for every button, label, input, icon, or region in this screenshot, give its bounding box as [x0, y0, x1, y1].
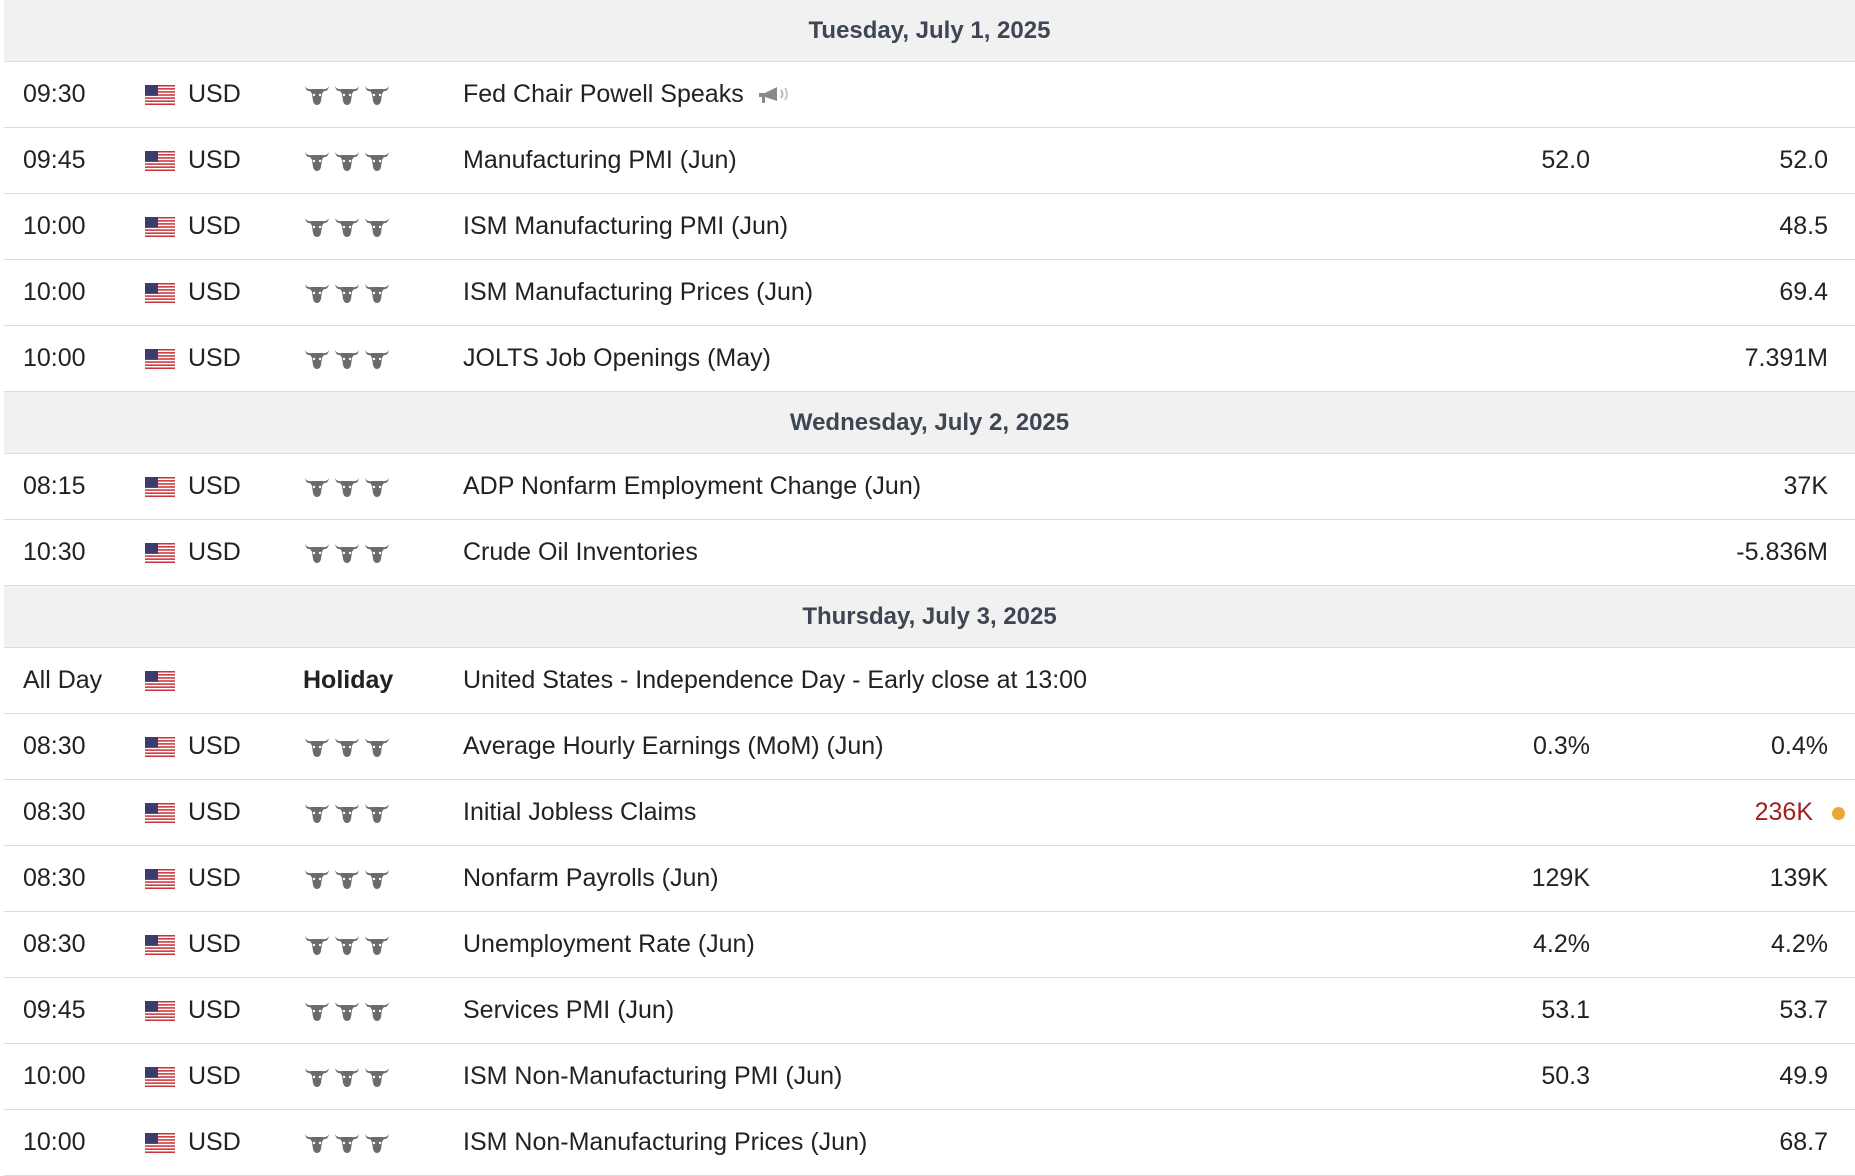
event-row[interactable] [4, 326, 1855, 392]
event-row[interactable] [4, 260, 1855, 326]
bull-icon [303, 933, 331, 957]
flag-cell [145, 1110, 175, 1175]
flag-cell [145, 260, 175, 325]
us-flag-icon [145, 1001, 175, 1021]
event-actual: 37K [1783, 472, 1828, 500]
event-currency: USD [188, 538, 241, 566]
bull-icon [363, 83, 391, 107]
us-flag-icon [145, 737, 175, 757]
bull-icon [333, 83, 361, 107]
event-previous: 53.1 [1541, 996, 1590, 1024]
event-actual: 4.2% [1771, 930, 1828, 958]
us-flag-icon [145, 543, 175, 563]
event-row[interactable] [4, 194, 1855, 260]
event-name[interactable]: Manufacturing PMI (Jun) [463, 146, 737, 174]
event-name-cell [463, 1044, 842, 1109]
status-dot-icon [1832, 807, 1845, 820]
us-flag-icon [145, 869, 175, 889]
event-name-cell [463, 912, 755, 977]
event-actual: 7.391M [1744, 344, 1828, 372]
event-name[interactable]: ADP Nonfarm Employment Change (Jun) [463, 472, 922, 500]
event-name-cell [463, 326, 771, 391]
event-row[interactable] [4, 648, 1855, 714]
us-flag-icon [145, 217, 175, 237]
event-time: 09:45 [23, 996, 86, 1024]
event-currency: USD [188, 996, 241, 1024]
bull-icon [303, 1065, 331, 1089]
event-actual: 0.4% [1771, 732, 1828, 760]
event-time: 08:30 [23, 864, 86, 892]
flag-cell [145, 780, 175, 845]
flag-cell [145, 978, 175, 1043]
day-header [4, 0, 1855, 62]
importance-indicator [303, 520, 391, 585]
event-currency: USD [188, 212, 241, 240]
event-row[interactable] [4, 846, 1855, 912]
us-flag-icon [145, 283, 175, 303]
economic-calendar [4, 0, 1855, 1176]
event-row[interactable] [4, 912, 1855, 978]
event-previous: 52.0 [1541, 146, 1590, 174]
importance-indicator [303, 326, 391, 391]
importance-label: Holiday [303, 666, 394, 694]
event-name-cell [463, 978, 674, 1043]
flag-cell [145, 128, 175, 193]
event-actual: 139K [1769, 864, 1828, 892]
event-name-cell [463, 780, 696, 845]
importance-indicator [303, 194, 391, 259]
importance-indicator [303, 714, 391, 779]
event-time: 10:00 [23, 344, 86, 372]
flag-cell [145, 846, 175, 911]
bull-icon [303, 735, 331, 759]
event-actual: -5.836M [1736, 538, 1828, 566]
bull-icon [333, 541, 361, 565]
day-date: Thursday, July 3, 2025 [802, 602, 1057, 630]
importance-indicator [303, 846, 391, 911]
event-name[interactable]: Services PMI (Jun) [463, 996, 675, 1024]
event-time: 10:30 [23, 538, 86, 566]
event-actual: 236K [1754, 798, 1813, 826]
event-row[interactable] [4, 780, 1855, 846]
event-row[interactable] [4, 1110, 1855, 1176]
event-name[interactable]: JOLTS Job Openings (May) [463, 344, 771, 372]
bull-icon [363, 867, 391, 891]
day-header [4, 586, 1855, 648]
bull-icon [363, 215, 391, 239]
bull-icon [363, 1131, 391, 1155]
event-actual: 68.7 [1779, 1128, 1828, 1156]
event-name-cell [463, 128, 737, 193]
flag-cell [145, 714, 175, 779]
bull-icon [303, 541, 331, 565]
flag-cell [145, 454, 175, 519]
bull-icon [363, 999, 391, 1023]
bull-icon [363, 475, 391, 499]
event-row[interactable] [4, 128, 1855, 194]
us-flag-icon [145, 803, 175, 823]
bull-icon [333, 933, 361, 957]
event-currency: USD [188, 798, 241, 826]
importance-indicator [303, 912, 391, 977]
event-name-cell [463, 846, 719, 911]
speech-megaphone-icon [757, 84, 795, 106]
event-previous: 0.3% [1533, 732, 1590, 760]
bull-icon [363, 801, 391, 825]
us-flag-icon [145, 349, 175, 369]
event-name[interactable]: ISM Non-Manufacturing Prices (Jun) [463, 1128, 868, 1156]
event-currency: USD [188, 1062, 241, 1090]
importance-indicator [303, 978, 391, 1043]
flag-cell [145, 1044, 175, 1109]
bull-icon [303, 1131, 331, 1155]
bull-icon [303, 83, 331, 107]
event-currency: USD [188, 344, 241, 372]
bull-icon [303, 347, 331, 371]
day-date: Tuesday, July 1, 2025 [808, 16, 1051, 44]
event-name-cell [463, 194, 788, 259]
flag-cell [145, 520, 175, 585]
bull-icon [303, 867, 331, 891]
event-name[interactable]: Initial Jobless Claims [463, 798, 697, 826]
us-flag-icon [145, 1067, 175, 1087]
event-name-cell [463, 62, 795, 127]
event-row[interactable] [4, 714, 1855, 780]
bull-icon [303, 149, 331, 173]
event-name-cell [463, 260, 813, 325]
importance-indicator [303, 62, 391, 127]
event-actual: 52.0 [1779, 146, 1828, 174]
event-time: 10:00 [23, 278, 86, 306]
event-previous: 50.3 [1541, 1062, 1590, 1090]
bull-icon [333, 281, 361, 305]
event-row[interactable] [4, 978, 1855, 1044]
event-name[interactable]: Nonfarm Payrolls (Jun) [463, 864, 719, 892]
bull-icon [363, 735, 391, 759]
event-row[interactable] [4, 454, 1855, 520]
importance-indicator [303, 1044, 391, 1109]
flag-cell [145, 326, 175, 391]
bull-icon [363, 347, 391, 371]
us-flag-icon [145, 477, 175, 497]
event-time: 08:30 [23, 798, 86, 826]
bull-icon [363, 1065, 391, 1089]
event-actual: 48.5 [1779, 212, 1828, 240]
event-name[interactable]: ISM Manufacturing Prices (Jun) [463, 278, 814, 306]
flag-cell [145, 912, 175, 977]
event-time: 08:30 [23, 930, 86, 958]
event-name-cell [463, 454, 921, 519]
bull-icon [303, 475, 331, 499]
event-name[interactable]: United States - Independence Day - Early close at 13:00 [463, 666, 1087, 694]
us-flag-icon [145, 85, 175, 105]
event-name[interactable]: Average Hourly Earnings (MoM) (Jun) [463, 732, 884, 760]
importance-indicator [303, 1110, 391, 1175]
event-currency: USD [188, 864, 241, 892]
event-name[interactable]: Crude Oil Inventories [463, 538, 698, 566]
bull-icon [333, 801, 361, 825]
us-flag-icon [145, 671, 175, 691]
bull-icon [333, 475, 361, 499]
event-actual: 69.4 [1779, 278, 1828, 306]
us-flag-icon [145, 935, 175, 955]
event-name-cell [463, 1110, 867, 1175]
event-time: 09:30 [23, 80, 86, 108]
us-flag-icon [145, 151, 175, 171]
event-time: All Day [23, 666, 103, 694]
bull-icon [303, 215, 331, 239]
event-row[interactable] [4, 62, 1855, 128]
event-row[interactable] [4, 520, 1855, 586]
importance-indicator [303, 260, 391, 325]
importance-indicator [303, 128, 391, 193]
event-name[interactable]: Fed Chair Powell Speaks [463, 80, 744, 108]
event-currency: USD [188, 80, 241, 108]
event-actual: 49.9 [1779, 1062, 1828, 1090]
event-time: 10:00 [23, 212, 86, 240]
event-previous: 4.2% [1533, 930, 1590, 958]
event-time: 09:45 [23, 146, 86, 174]
bull-icon [333, 1065, 361, 1089]
event-row[interactable] [4, 1044, 1855, 1110]
event-currency: USD [188, 930, 241, 958]
flag-cell [145, 194, 175, 259]
bull-icon [303, 801, 331, 825]
event-name[interactable]: Unemployment Rate (Jun) [463, 930, 755, 958]
flag-cell [145, 62, 175, 127]
event-currency: USD [188, 1128, 241, 1156]
importance-indicator [303, 780, 391, 845]
event-name-cell [463, 520, 698, 585]
event-time: 08:30 [23, 732, 86, 760]
bull-icon [363, 149, 391, 173]
event-previous: 129K [1531, 864, 1590, 892]
bull-icon [333, 735, 361, 759]
event-time: 08:15 [23, 472, 86, 500]
event-name-cell [463, 714, 884, 779]
event-currency: USD [188, 278, 241, 306]
bull-icon [333, 215, 361, 239]
event-name-cell [463, 648, 1087, 713]
event-actual: 53.7 [1779, 996, 1828, 1024]
event-currency: USD [188, 732, 241, 760]
event-currency: USD [188, 146, 241, 174]
bull-icon [363, 281, 391, 305]
bull-icon [363, 933, 391, 957]
bull-icon [333, 1131, 361, 1155]
bull-icon [333, 149, 361, 173]
bull-icon [333, 867, 361, 891]
event-currency: USD [188, 472, 241, 500]
event-name[interactable]: ISM Manufacturing PMI (Jun) [463, 212, 789, 240]
event-time: 10:00 [23, 1062, 86, 1090]
bull-icon [303, 999, 331, 1023]
flag-cell [145, 648, 175, 713]
bull-icon [333, 347, 361, 371]
us-flag-icon [145, 1133, 175, 1153]
bull-icon [333, 999, 361, 1023]
importance-indicator [303, 454, 391, 519]
event-time: 10:00 [23, 1128, 86, 1156]
bull-icon [363, 541, 391, 565]
day-header [4, 392, 1855, 454]
event-name[interactable]: ISM Non-Manufacturing PMI (Jun) [463, 1062, 843, 1090]
bull-icon [303, 281, 331, 305]
day-date: Wednesday, July 2, 2025 [789, 408, 1070, 436]
